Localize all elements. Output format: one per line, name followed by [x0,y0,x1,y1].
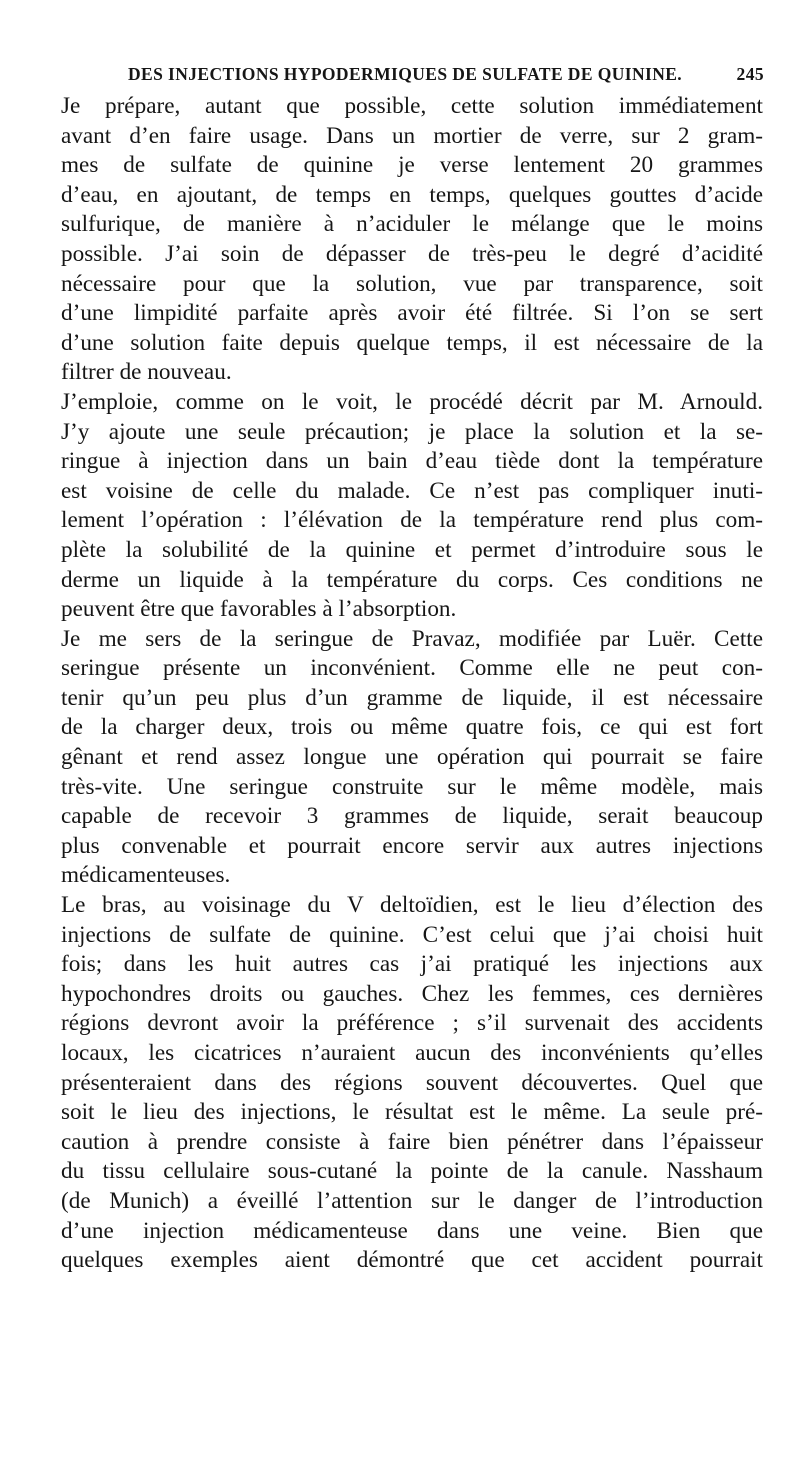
text-line: filtrer de nouveau. [61,359,232,386]
text-line: avant d’en faire usage. Dans un mortier de verre, sur 2 gram- [61,122,763,149]
text-line: (de Munich) a éveillé l’attention sur le danger de l’introduction [61,1187,763,1214]
paragraph [61,388,763,625]
text-line: fois; dans les huit autres cas j’ai pratiqué les injections aux [61,951,763,978]
text-line: régions devront avoir la préférence ; s’il survenait des accidents [61,1010,763,1037]
text-line: d’une limpidité parfaite après avoir été filtrée. Si l’on se sert [61,300,763,327]
text-line: Je prépare, autant que possible, cette solution immédiatement [61,93,763,119]
text-line: injections de sulfate de quinine. C’est celui que j’ai choisi huit [61,921,763,948]
paragraph [61,625,763,891]
text-line: plète la solubilité de la quinine et permet d’introduire sous le [61,536,763,563]
text-line: capable de recevoir 3 grammes de liquide, serait beaucoup [61,803,763,830]
text-line: peuvent être que favorables à l’absorption. [61,596,457,623]
text-line: présenteraient dans des régions souvent découvertes. Quel que [61,1069,763,1096]
text-line: seringue présente un inconvénient. Comme elle ne peut con- [61,655,763,682]
text-line: de la charger deux, trois ou même quatre fois, ce qui est fort [61,714,763,741]
text-line: d’une solution faite depuis quelque temps, il est nécessaire de la [61,329,763,356]
text-line: nécessaire pour que la solution, vue par transparence, soit [61,270,763,297]
text-line: médicamenteuses. [61,862,231,889]
paragraph [61,891,763,1276]
text-line: du tissu cellulaire sous-cutané la pointe de la canule. Nasshaum [61,1158,763,1185]
text-line: lement l’opération : l’élévation de la température rend plus com- [61,507,763,534]
body-text [61,92,763,1276]
text-line: très-vite. Une seringue construite sur le même modèle, mais [61,773,763,800]
page-number: 245 [736,64,764,84]
text-line: mes de sulfate de quinine je verse lentement 20 grammes [61,152,763,179]
text-line: derme un liquide à la température du corps. Ces conditions ne [61,566,763,593]
text-line: J’emploie, comme on le voit, le procédé décrit par M. Arnould. [61,388,763,415]
text-line: d’une injection médicamenteuse dans une veine. Bien que [61,1217,763,1244]
running-head [128,62,764,86]
text-line: sulfurique, de manière à n’aciduler le mélange que le moins [61,211,763,238]
text-line: Le bras, au voisinage du V deltoïdien, est le lieu d’élection des [61,892,763,919]
text-line: tenir qu’un peu plus d’un gramme de liquide, il est nécessaire [61,684,763,711]
text-line: caution à prendre consiste à faire bien pénétrer dans l’épaisseur [61,1128,763,1155]
text-line: est voisine de celle du malade. Ce n’est pas compliquer inuti- [61,477,763,504]
text-line: plus convenable et pourrait encore servir aux autres injections [61,832,763,859]
text-line: locaux, les cicatrices n’auraient aucun des inconvénients qu’elles [61,1040,763,1066]
paragraph [61,92,763,388]
text-line: Je me sers de la seringue de Pravaz, modifiée par Luër. Cette [61,625,763,652]
text-line: gênant et rend assez longue une opération qui pourrait se faire [61,744,763,771]
text-line: quelques exemples aient démontré que cet accident pourrait [61,1247,763,1274]
text-line: possible. J’ai soin de dépasser de très-peu le degré d’acidité [61,240,763,267]
text-line: d’eau, en ajoutant, de temps en temps, quelques gouttes d’acide [61,181,763,208]
running-head-title: DES INJECTIONS HYPODERMIQUES DE SULFATE DE QUININE. [128,64,683,84]
text-line: hypochondres droits ou gauches. Chez les femmes, ces dernières [61,980,763,1007]
text-line: soit le lieu des injections, le résultat est le même. La seule pré- [61,1099,763,1126]
text-line: J’y ajoute une seule précaution; je place la solution et la se- [61,418,763,445]
text-line: ringue à injection dans un bain d’eau tiède dont la température [61,448,763,475]
